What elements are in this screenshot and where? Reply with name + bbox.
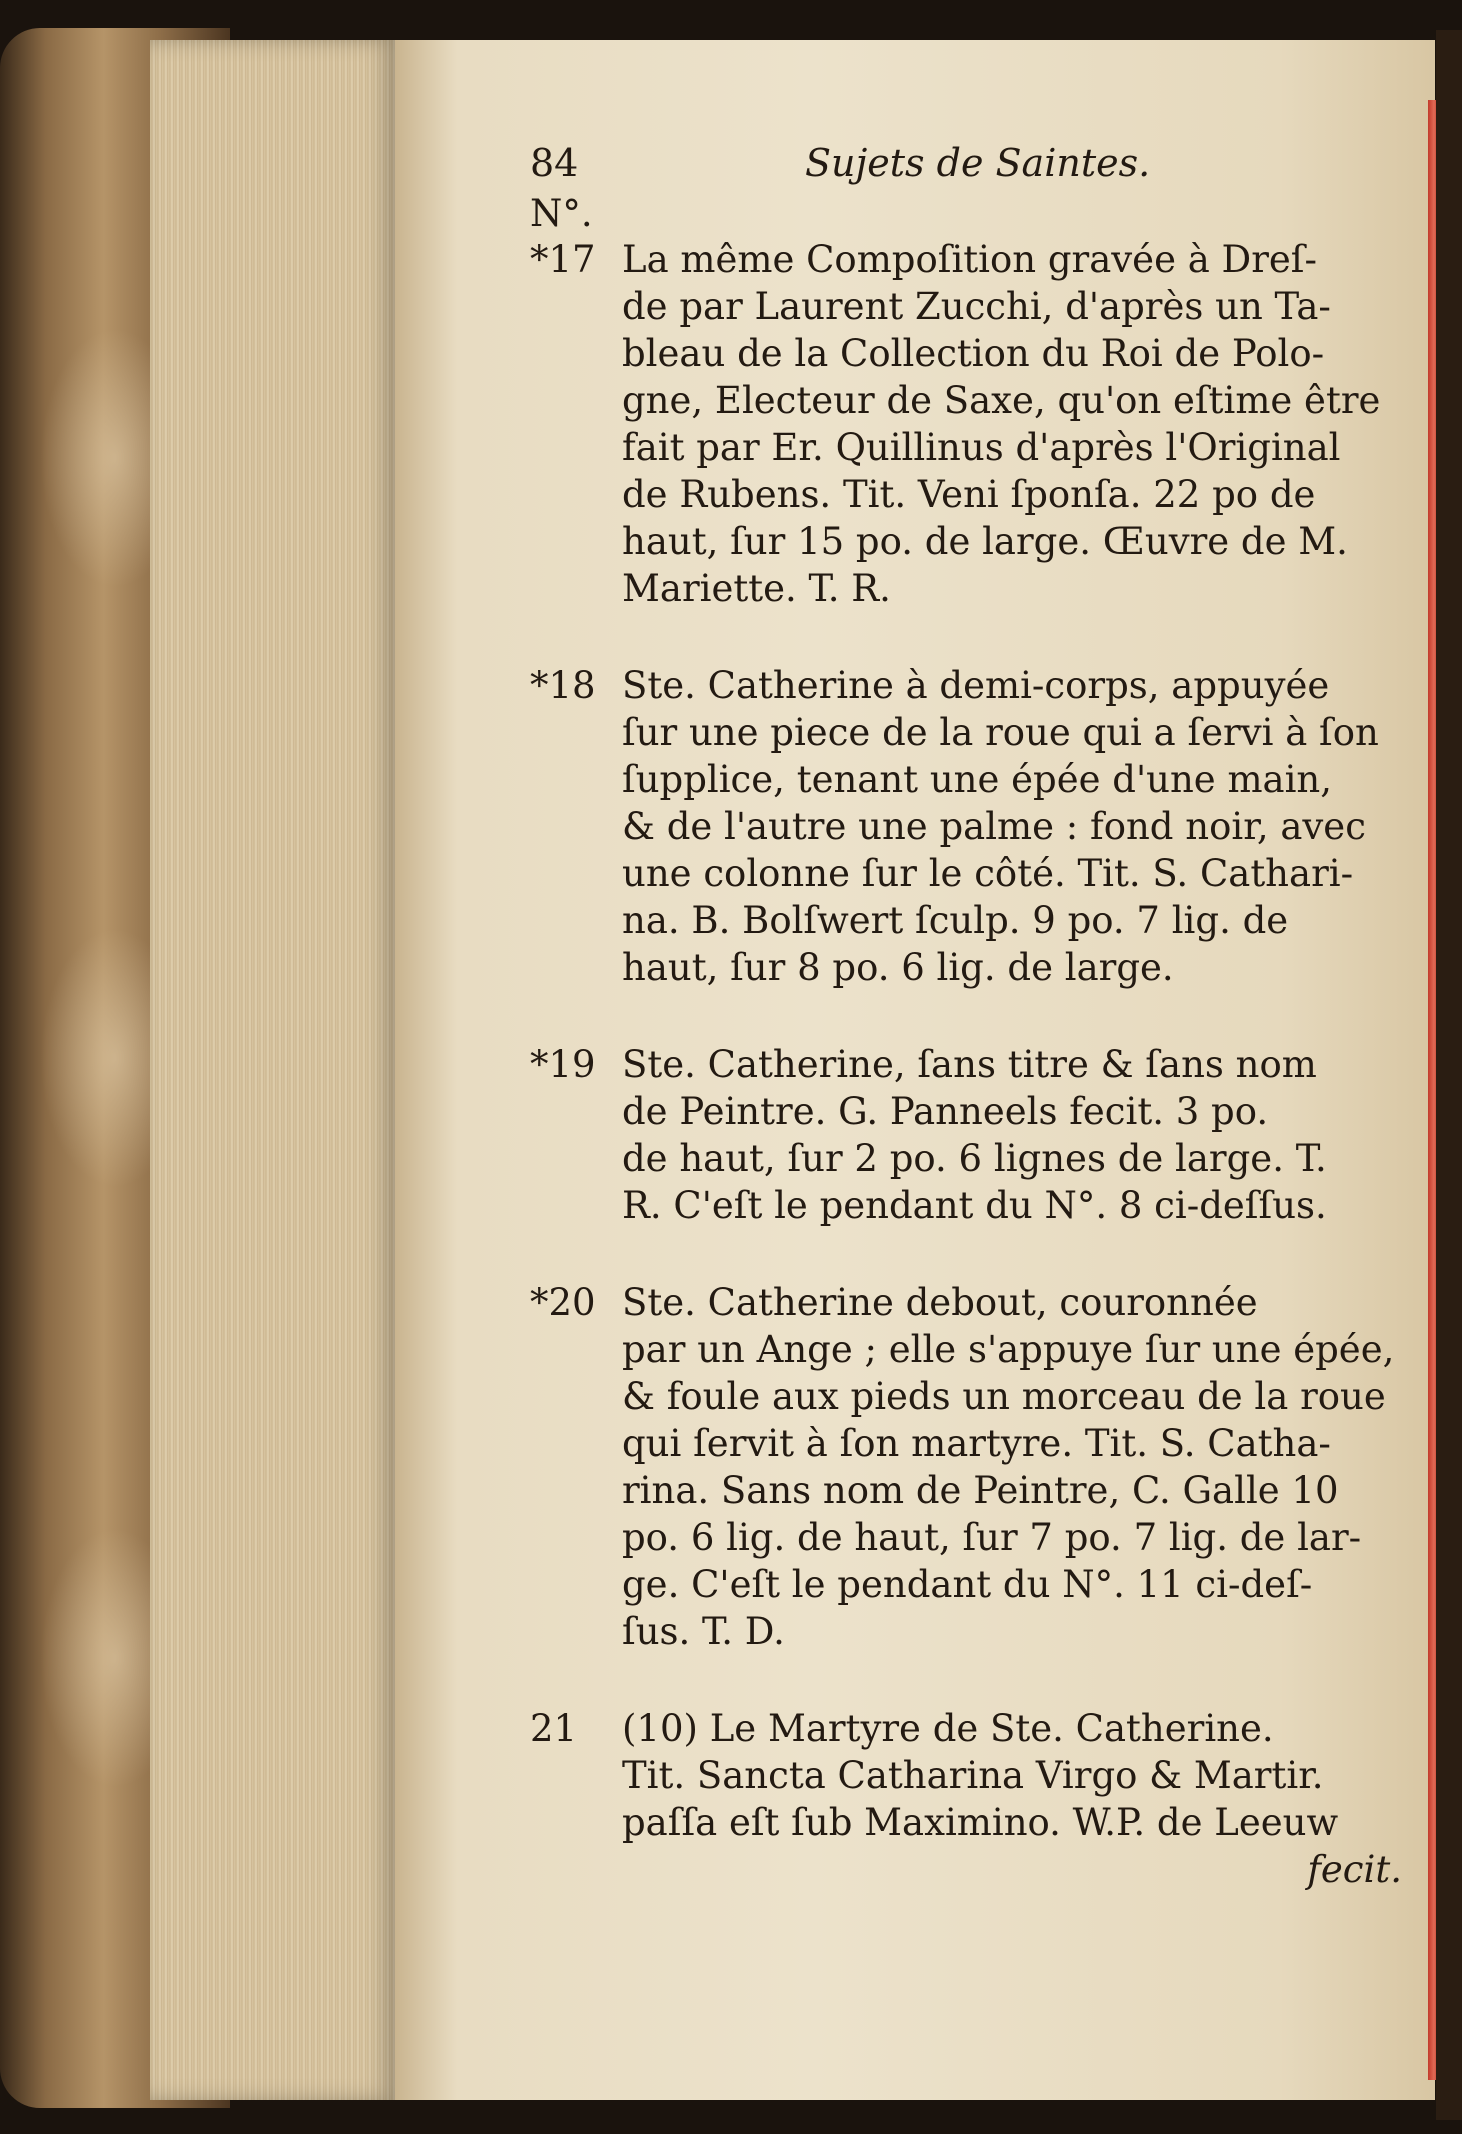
entry-line: de par Laurent Zucchi, d'après un Ta-: [622, 285, 1331, 328]
entry-line: haut, ſur 15 po. de large. Œuvre de M.: [622, 520, 1348, 563]
entry-line: de Peintre. G. Panneels fecit. 3 po.: [622, 1090, 1269, 1133]
entry-line: une colonne ſur le côté. Tit. S. Cathari-: [622, 852, 1354, 895]
running-title: Sujets de Saintes.: [805, 141, 1151, 185]
page-text: [530, 140, 1410, 1893]
entry-line: & de l'autre une palme : fond noir, avec: [622, 805, 1366, 848]
entry-line: Tit. Sancta Catharina Virgo & Martir.: [622, 1754, 1324, 1797]
entry-line: La même Compoſition gravée à Dreſ-: [622, 238, 1317, 281]
entry-line: Mariette. T. R.: [622, 567, 891, 610]
entry-line: po. 6 lig. de haut, ſur 7 po. 7 lig. de lar-: [622, 1516, 1362, 1559]
page-block-edge: [150, 40, 395, 2100]
page-header: [530, 140, 1410, 190]
entry-number: *20: [530, 1281, 596, 1324]
entry-line: Ste. Catherine, ſans titre & ſans nom: [622, 1043, 1317, 1086]
entry-line: Ste. Catherine à demi-corps, appuyée: [622, 664, 1330, 707]
entry-line: fait par Er. Quillinus d'après l'Original: [622, 426, 1341, 469]
entry-line: ſupplice, tenant une épée d'une main,: [622, 758, 1333, 801]
entry-line: haut, ſur 8 po. 6 lig. de large.: [622, 946, 1174, 989]
entry-line: na. B. Bolſwert ſculp. 9 po. 7 lig. de: [622, 899, 1289, 942]
catalogue-entry-19: [530, 1041, 1410, 1229]
entry-number: *17: [530, 238, 596, 281]
entry-line: paſſa eſt ſub Maximino. W.P. de Leeuw: [622, 1801, 1339, 1844]
right-page-margin: [1436, 30, 1462, 2120]
entry-line: par un Ange ; elle s'appuye ſur une épée,: [622, 1328, 1395, 1371]
entry-line: rina. Sans nom de Peintre, C. Galle 10: [622, 1469, 1339, 1512]
entry-number: *18: [530, 664, 596, 707]
entry-line: R. C'eſt le pendant du N°. 8 ci-deſſus.: [622, 1184, 1327, 1227]
entry-line: Ste. Catherine debout, couronnée: [622, 1281, 1258, 1324]
entry-line: (10) Le Martyre de Ste. Catherine.: [622, 1707, 1274, 1750]
entry-line: de haut, ſur 2 po. 6 lignes de large. T.: [622, 1137, 1327, 1180]
entry-line: qui ſervit à ſon martyre. Tit. S. Catha-: [622, 1422, 1331, 1465]
page-number: 84: [530, 141, 579, 185]
engraver-signature: fecit.: [1307, 1848, 1402, 1891]
entry-line: ſur une piece de la roue qui a ſervi à ſon: [622, 711, 1379, 754]
catalogue-entry-18: [530, 662, 1410, 991]
entry-line: ſus. T. D.: [622, 1610, 785, 1653]
catalogue-entry-20: [530, 1279, 1410, 1655]
entry-line: gne, Electeur de Saxe, qu'on eſtime être: [622, 379, 1381, 422]
catalogue-entry-17: [530, 236, 1410, 612]
entry-number: *19: [530, 1043, 596, 1086]
entry-line: bleau de la Collection du Roi de Polo-: [622, 332, 1325, 375]
entry-line: & foule aux pieds un morceau de la roue: [622, 1375, 1386, 1418]
catalogue-entry-21: [530, 1705, 1410, 1893]
entry-line: de Rubens. Tit. Veni ſponſa. 22 po de: [622, 473, 1316, 516]
numero-label: N°.: [530, 192, 593, 235]
entry-number: 21: [530, 1707, 578, 1750]
entry-line: ge. C'eſt le pendant du N°. 11 ci-deſ-: [622, 1563, 1313, 1606]
